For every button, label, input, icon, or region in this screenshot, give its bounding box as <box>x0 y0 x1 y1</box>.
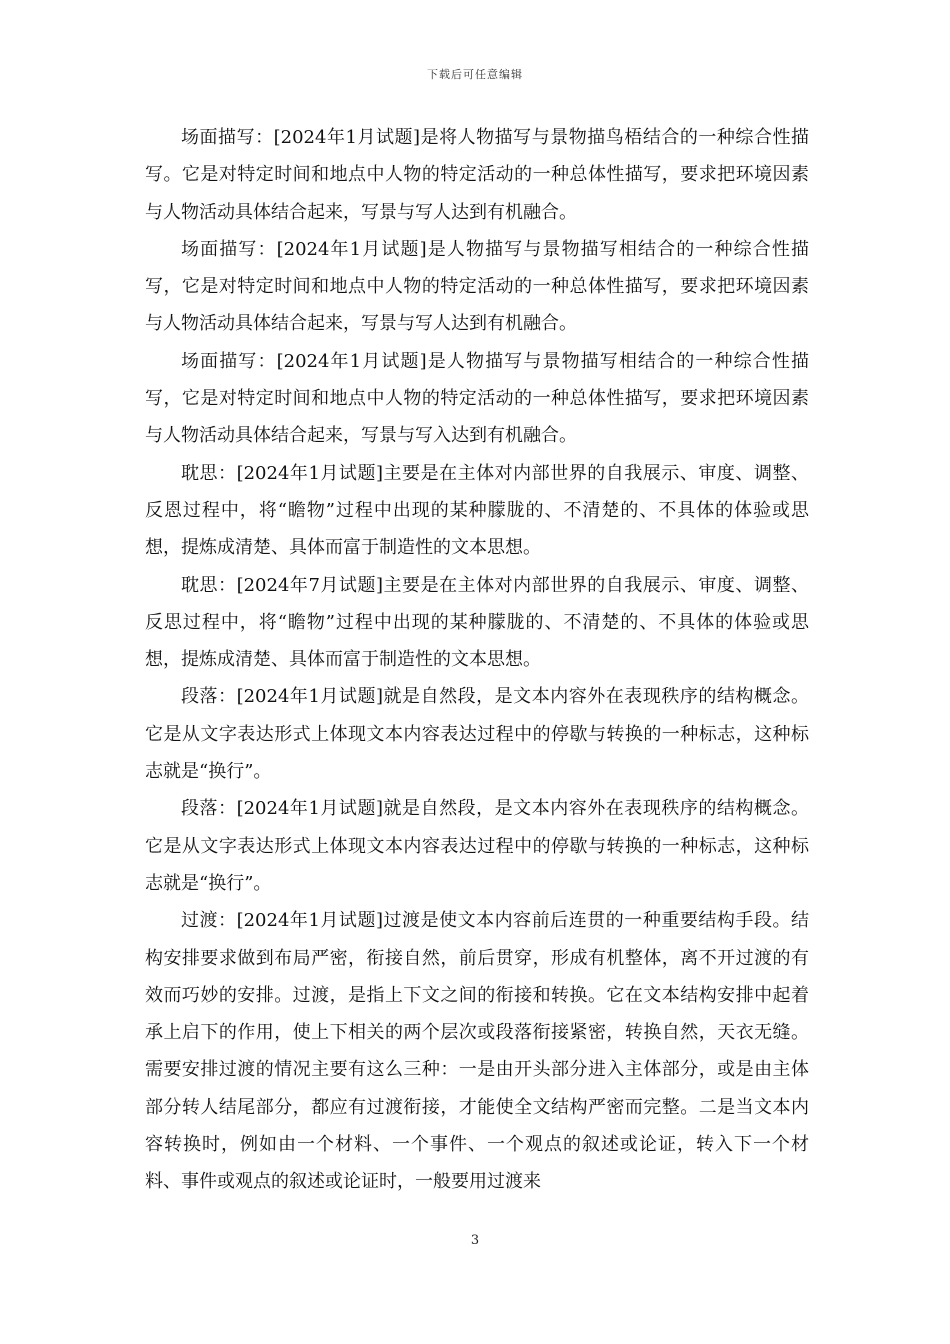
paragraph-paragraph-definition-2: 段落：[2024年1月试题]就是自然段，是文本内容外在表现秩序的结构概念。它是从文字表达形式上体现文本内容表达过程中的停歇与转换的一种标志，这种标志就是“换行”。 <box>145 798 809 894</box>
paragraph-transition: 过渡：[2024年1月试题]过渡是使文本内容前后连贯的一种重要结构手段。结构安排要求做到布局严密，衔接自然，前后贯穿，形成有机整体，离不开过渡的有效而巧妙的安排。过渡，是指上下文之间的衔接和转换。它在文本结构安排中起着承上启下的作用，使上下相关的两个层次或段落衔接紧密，转换自然，天衣无缝。需要安排过渡的情况主要有这么三种：一是由开头部分进入主体部分，或是由主体部分转人结尾部分，都应有过渡衔接，才能使全文结构严密而完整。二是当文本内容转换时，例如由一个材料、一个事件、一个观点的叙述或论证，转入下一个材料、事件或观点的叙述或论证时，一般要用过渡来 <box>145 910 809 1193</box>
paragraph-scene-description-1: 场面描写：[2024年1月试题]是将人物描写与景物描鸟梧结合的一种综合性描写。它是对特定时间和地点中人物的特定活动的一种总体性描写，要求把环境因素与人物活动具体结合起来，写景与写人达到有机融合。 <box>145 127 809 223</box>
document-body <box>145 119 809 1201</box>
paragraph-contemplation-2: 耽思：[2024年7月试题]主要是在主体对内部世界的自我展示、审度、调整、反思过程中，将“瞻物”过程中出现的某种朦胧的、不清楚的、不具体的体验或思想，提炼成清楚、具体而富于制造性的文本思想。 <box>145 574 809 671</box>
paragraph-scene-description-2: 场面描写：[2024年1月试题]是人物描写与景物描写相结合的一种综合性描写，它是对特定时间和地点中人物的特定活动的一种总体性描写，要求把环境因素与人物活动具体结合起来，写景与写人达到有机融合。 <box>145 238 809 335</box>
page-number: 3 <box>470 1233 480 1248</box>
paragraph-scene-description-3: 场面描写：[2024年1月试题]是人物描写与景物描写相结合的一种综合性描写，它是对特定时间和地点中人物的特定活动的一种总体性描写，要求把环境因素与人物活动具体结合起来，写景与写入达到有机融合。 <box>145 350 809 447</box>
page-header: 下载后可任意编辑 <box>427 68 523 81</box>
paragraph-paragraph-definition-1: 段落：[2024年1月试题]就是自然段，是文本内容外在表现秩序的结构概念。它是从文字表达形式上体现文本内容表达过程中的停歇与转换的一种标志，这种标志就是“换行”。 <box>145 686 809 783</box>
paragraph-contemplation-1: 耽思：[2024年1月试题]主要是在主体对内部世界的自我展示、审度、调整、反恩过程中，将“瞻物”过程中出现的某种朦胧的、不清楚的、不具体的体验或思想，提炼成清楚、具体而富于制造性的文本思想。 <box>145 462 809 559</box>
